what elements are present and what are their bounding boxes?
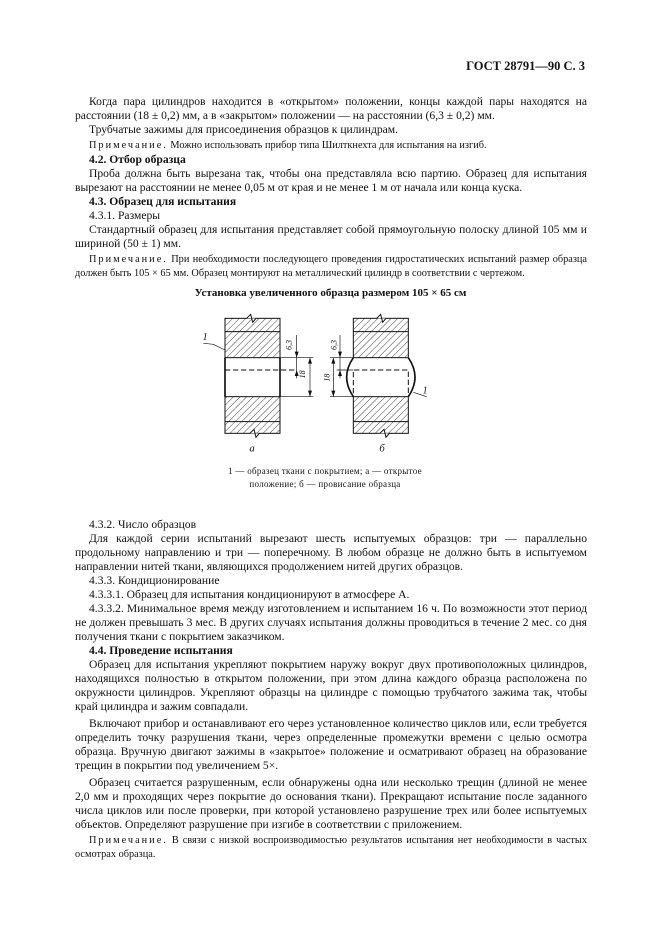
figure-title: Установка увеличенного образца размером 105 × 65 см xyxy=(194,287,467,299)
figure-caption: 1 — образец ткани с покрытием; а — открытое положение; б — провисание образца xyxy=(228,466,422,489)
page-header: ГОСТ 28791—90 С. 3 xyxy=(466,59,585,73)
subsection-title: 4.3.2. Число образцов xyxy=(89,518,197,531)
dimension-18: 18 xyxy=(322,373,332,382)
note xyxy=(75,139,587,153)
section-heading: 4.2. Отбор образца xyxy=(89,153,186,166)
section-heading: 4.4. Проведение испытания xyxy=(89,644,233,657)
paragraph: Для каждой серии испытаний вырезают шесть испытуемых образцов: три — параллельно продольному направлению и три — поперечному. В любом образце не должно быть в испытуемом направлении нитей ткани, являющихся продолжением нитей других образцов. xyxy=(75,532,587,573)
note-text: Можно использовать прибор типа Шилткнехта для испытания на изгиб. xyxy=(167,140,487,151)
subsection-title: 4.3.1. Размеры xyxy=(89,209,161,222)
note-text: При необходимости последующего проведения гидростатических испытаний размер образца должен быть 105 × 65 мм. Образец монтируют на металлический цилиндр в соответствии с чертежом. xyxy=(75,254,587,279)
section-heading: 4.3. Образец для испытания xyxy=(89,195,237,208)
paragraph: Включают прибор и останавливают его через установленное количество циклов или, если требуется определить точку разрушения ткани, через определенные промежутки времени с целью осмотра образца. Вручную двигают зажимы в «закрытое» положение и осматривают образец на образование трещин в покрытии под увеличением 5×. xyxy=(75,717,587,772)
diagram-sagging xyxy=(330,314,427,437)
paragraph: Стандартный образец для испытания представляет собой прямоугольную полоску длиной 105 мм и шириной (50 ± 1) мм. xyxy=(75,223,587,250)
note xyxy=(75,834,587,862)
dimension-18: 18 xyxy=(298,370,307,379)
dimension-6-3: 6,3 xyxy=(284,340,294,350)
bottom-text-block xyxy=(75,518,587,862)
label-specimen: 1 xyxy=(202,332,208,343)
paragraph: Когда пара цилиндров находится в «открытом» положении, концы каждой пары находятся на расстоянии (18 ± 0,2) мм, а в «закрытом» положении — на расстоянии (6,3 ± 0,2) мм. xyxy=(75,95,587,122)
paragraph: Проба должна быть вырезана так, чтобы она представляла всю партию. Образец для испытания вырезают на расстоянии не менее 0,05 м от края и не менее 1 м от начала или конца куска. xyxy=(75,167,587,194)
label-a: а xyxy=(249,443,255,455)
figure-drawing xyxy=(180,285,460,495)
paragraph: 4.3.3.2. Минимальное время между изготовлением и испытанием 16 ч. По возможности этот период не должен превышать 3 мес. В других случаях испытания должны проводиться в течение 2 мес. со дня получения ткани с покрытием заказчиком. xyxy=(75,602,587,643)
note-label: Примечание. xyxy=(89,835,168,846)
note-label: Примечание. xyxy=(89,140,168,151)
label-specimen: 1 xyxy=(422,385,428,397)
subsection-title: 4.3.3. Кондиционирование xyxy=(89,574,220,587)
label-b: б xyxy=(379,443,385,455)
paragraph: 4.3.3.1. Образец для испытания кондиционируют в атмосфере А. xyxy=(89,588,410,601)
paragraph: Образец для испытания укрепляют покрытием наружу вокруг двух противоположных цилиндров, находящихся полностью в открытом положении, при этом длина каждого образца расположена по окружности цилиндров. Укрепляют образцы на цилиндре с помощью трубчатого зажима так, чтобы край цилиндра и зажим совпадали. xyxy=(75,658,587,713)
note-text: В связи с низкой воспроизводимостью результатов испытания нет необходимости в частых осмотрах образца. xyxy=(75,835,587,860)
dimension-6-3: 6,3 xyxy=(329,340,339,350)
top-text-block xyxy=(75,95,587,281)
paragraph: Трубчатые зажимы для присоединения образцов к цилиндрам. xyxy=(89,123,399,136)
paragraph: Образец считается разрушенным, если обнаружены одна или несколько трещин (длиной не менее 2,0 мм и проходящих через покрытие до основания ткани). Прекращают испытание после заданного числа циклов или после проверки, при которой установлено разрушение трех или более испытуемых объектов. Определяют разрушение при изгибе в соответствии с приложением. xyxy=(75,776,587,831)
note xyxy=(75,253,587,281)
note-label: Примечание. xyxy=(89,254,168,265)
